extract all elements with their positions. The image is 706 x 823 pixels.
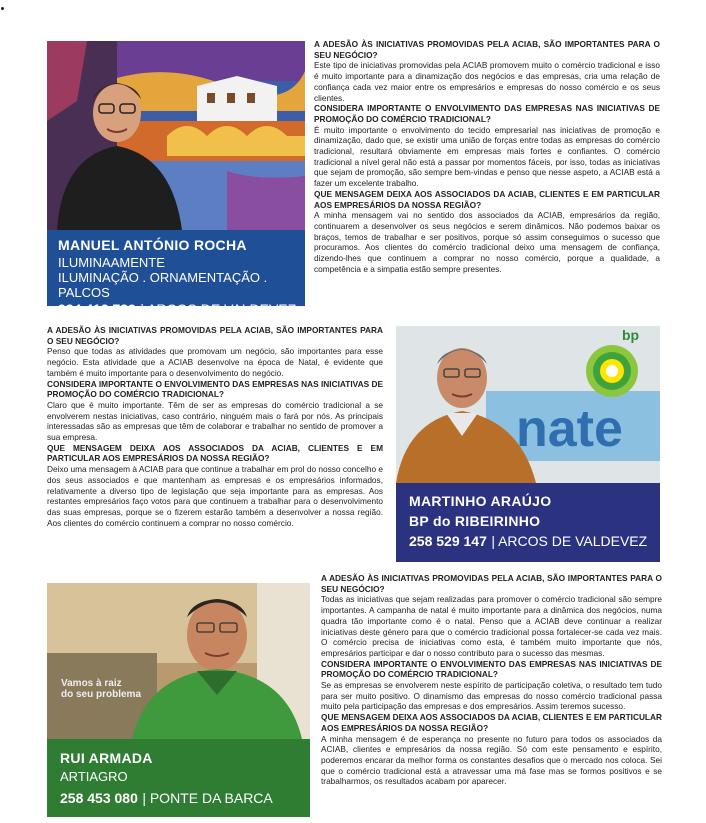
photo-martinho-araujo [396,326,660,483]
question-1: A ADESÃO ÀS INICIATIVAS PROMOVIDAS PELA ACIAB, SÃO IMPORTANTES PARA O SEU NEGÓCIO? [47,325,383,346]
photo-rui-armada [47,583,310,739]
profile-name: MARTINHO ARAÚJO [409,493,552,509]
question-1: A ADESÃO ÀS INICIATIVAS PROMOVIDAS PELA ACIAB, SÃO IMPORTANTES PARA O SEU NEGÓCIO? [321,573,662,594]
question-2: CONSIDERA IMPORTANTE O ENVOLVIMENTO DAS EMPRESAS NAS INICIATIVAS DE PROMOÇÃO DO COMÉRCIO TRADICIONAL? [314,103,660,124]
profile-name: MANUEL ANTÓNIO ROCHA [58,237,247,253]
profile-activity: ILUMINAÇÃO . ORNAMENTAÇÃO . PALCOS [58,270,268,300]
article-rui-armada [321,573,662,787]
bp-helios-icon [586,345,638,397]
bp-station-background [396,326,660,483]
question-3: QUE MENSAGEM DEIXA AOS ASSOCIADOS DA ACIAB, CLIENTES E EM PARTICULAR AOS EMPRESÁRIOS DA NOSSA REGIÃO? [314,188,660,210]
question-3: QUE MENSAGEM DEIXA AOS ASSOCIADOS DA ACIAB, CLIENTES E EM PARTICULAR AOS EMPRESÁRIOS DA NOSSA REGIÃO? [47,442,383,464]
profile-phone[interactable]: 258 529 147 [409,533,487,549]
caption-rui-armada [47,739,310,817]
question-1: A ADESÃO ÀS INICIATIVAS PROMOVIDAS PELA ACIAB, SÃO IMPORTANTES PARA O SEU NEGÓCIO? [314,39,660,60]
photo-manuel-rocha [47,41,305,230]
profile-company: ILUMINAAMENTE [58,255,165,270]
caption-manuel-rocha [47,230,305,317]
profile-contact [58,301,305,319]
profile-location: | ARCOS DE VALDEVEZ [140,301,297,317]
caption-martinho-araujo [396,483,660,562]
answer-2: É muito importante o envolvimento do tecido empresarial nas iniciativas de promoção e dinamização, dado que, se existir uma união de forças entre todas as empresas do comércio tradicional, resultará obviamente em empresas mais fortes e confiantes. O comércio tradicional a nível geral não está a passar por momentos fáceis, por isso, todas as iniciativas que sejam de promoção, são sempre bem-vindas e penso que nesse aspeto, a ACIAB está a fazer um excelente trabalho. [314,124,660,189]
profile-company: ARTIAGRO [60,769,128,784]
question-3: QUE MENSAGEM DEIXA AOS ASSOCIADOS DA ACIAB, CLIENTES E EM PARTICULAR AOS EMPRESÁRIOS DA NOSSA REGIÃO? [321,712,662,733]
page-marker-dot [1,7,4,10]
profile-location: | PONTE DA BARCA [142,790,273,806]
answer-1: Todas as iniciativas que sejam realizadas para promover o comércio tradicional são sempre importantes. A campanha de natal é muito importante para a dinâmica dos negócios, numa quadra tão importante como é o natal. Penso que a ACIAB deve continuar a realizar iniciativas deste género para que o comércio tradicional possa fortalecer-se cada vez mais. O comércio precisa de iniciativas como esta, é também muito importante que nós, empresários participar e dar o nosso contributo para o sucesso das mesmas. [321,594,662,658]
bp-label: bp [622,327,640,343]
profile-contact [409,533,660,551]
poster-line-2: do seu problema [61,689,142,700]
answer-3: A minha mensagem é de esperança no presente no futuro para todos os associados da ACIAB, clientes e empresários da nossa região. Só com este pensamento e espírito, poderemos encarar da melhor forma os constantes desafios que o mercado nos coloca. Sei que o comércio tradicional está a atravessar uma má fase mas se formos positivos e se trabalharmos, os resultados acabam por aparecer. [321,733,662,787]
shop-background [47,583,310,739]
answer-2: Se as empresas se envolverem neste espírito de participação coletiva, o resultado tem tudo para ser muito positivo. O dinamismo das empresas do nosso comércio tradicional passa muito pela participação das empresas e dos empresários. Assim teremos sucesso. [321,680,662,712]
answer-3: A minha mensagem vai no sentido dos associados da ACIAB, empresários da região, continuarem a desenvolver os seus negócios e serem dinâmicos. Não podemos baixar os braços, temos de trabalhar e ser positivos, porque só assim conseguimos o sucesso que procuramos. Aos clientes do comércio tradicional deixo uma mensagem de confiança, dizendo-lhes que continuem a comprar no nosso comércio, porque a qualidade, a competência e a simpatia estão sempre presentes. [314,210,660,274]
painting-background [47,41,305,230]
poster-line-1: Vamos à raiz [61,678,122,689]
question-2: CONSIDERA IMPORTANTE O ENVOLVIMENTO DAS EMPRESAS NAS INICIATIVAS DE PROMOÇÃO DO COMÉRCIO TRADICIONAL? [321,658,662,680]
answer-3: Deixo uma mensagem à ACIAB para que continue a trabalhar em prol do nosso concelho e dos seus associados e que mantenham as empresas e os empresários informados, relativamente a diverso tipo de legislação que seja importante para as empresas. Aos restantes empresários faço votos para que continuem a trabalhar para o desenvolvimento das suas empresas, porque se o fizerem estarão também a desenvolver a nossa região. Aos clientes do comércio continuem a comprar no nosso comércio. [47,464,383,528]
question-2: CONSIDERA IMPORTANTE O ENVOLVIMENTO DAS EMPRESAS NAS INICIATIVAS DE PROMOÇÃO DO COMÉRCIO TRADICIONAL? [47,378,383,400]
article-manuel-rocha [314,39,660,274]
profile-company: BP do RIBEIRINHO [409,513,541,529]
answer-2: Claro que é muito importante. Têm de ser as empresas do comércio tradicional a se envolverem nestas iniciativas, caso contrário, ninguém mais o fará por nós. As principais interessadas são as empresas que têm de colaborar e trabalhar no sentido de promover a sua empresa. [47,399,383,443]
profile-phone[interactable]: 258 453 080 [60,790,138,806]
answer-1: Penso que todas as atividades que promovam um negócio, são importantes para esse negócio. Esta atividade que a ACIAB desenvolve na época de Natal, é evidente que também é muito importante para o desenvolvimento do negócio. [47,346,383,378]
sign-text: nate [516,400,623,458]
answer-1: Este tipo de iniciativas promovidas pela ACIAB promovem muito o comércio tradicional e isso é muito importante para a dinamização dos negócios e das empresas, cria uma relação de confiança cada vez maior entre os empresários e empresas do nosso comércio e os seus clientes. [314,60,660,103]
profile-location: | ARCOS DE VALDEVEZ [491,533,648,549]
profile-name: RUI ARMADA [60,750,153,766]
profile-phone[interactable]: 934 412 789 [58,301,136,317]
article-martinho-araujo [47,325,383,528]
profile-contact [60,790,310,808]
